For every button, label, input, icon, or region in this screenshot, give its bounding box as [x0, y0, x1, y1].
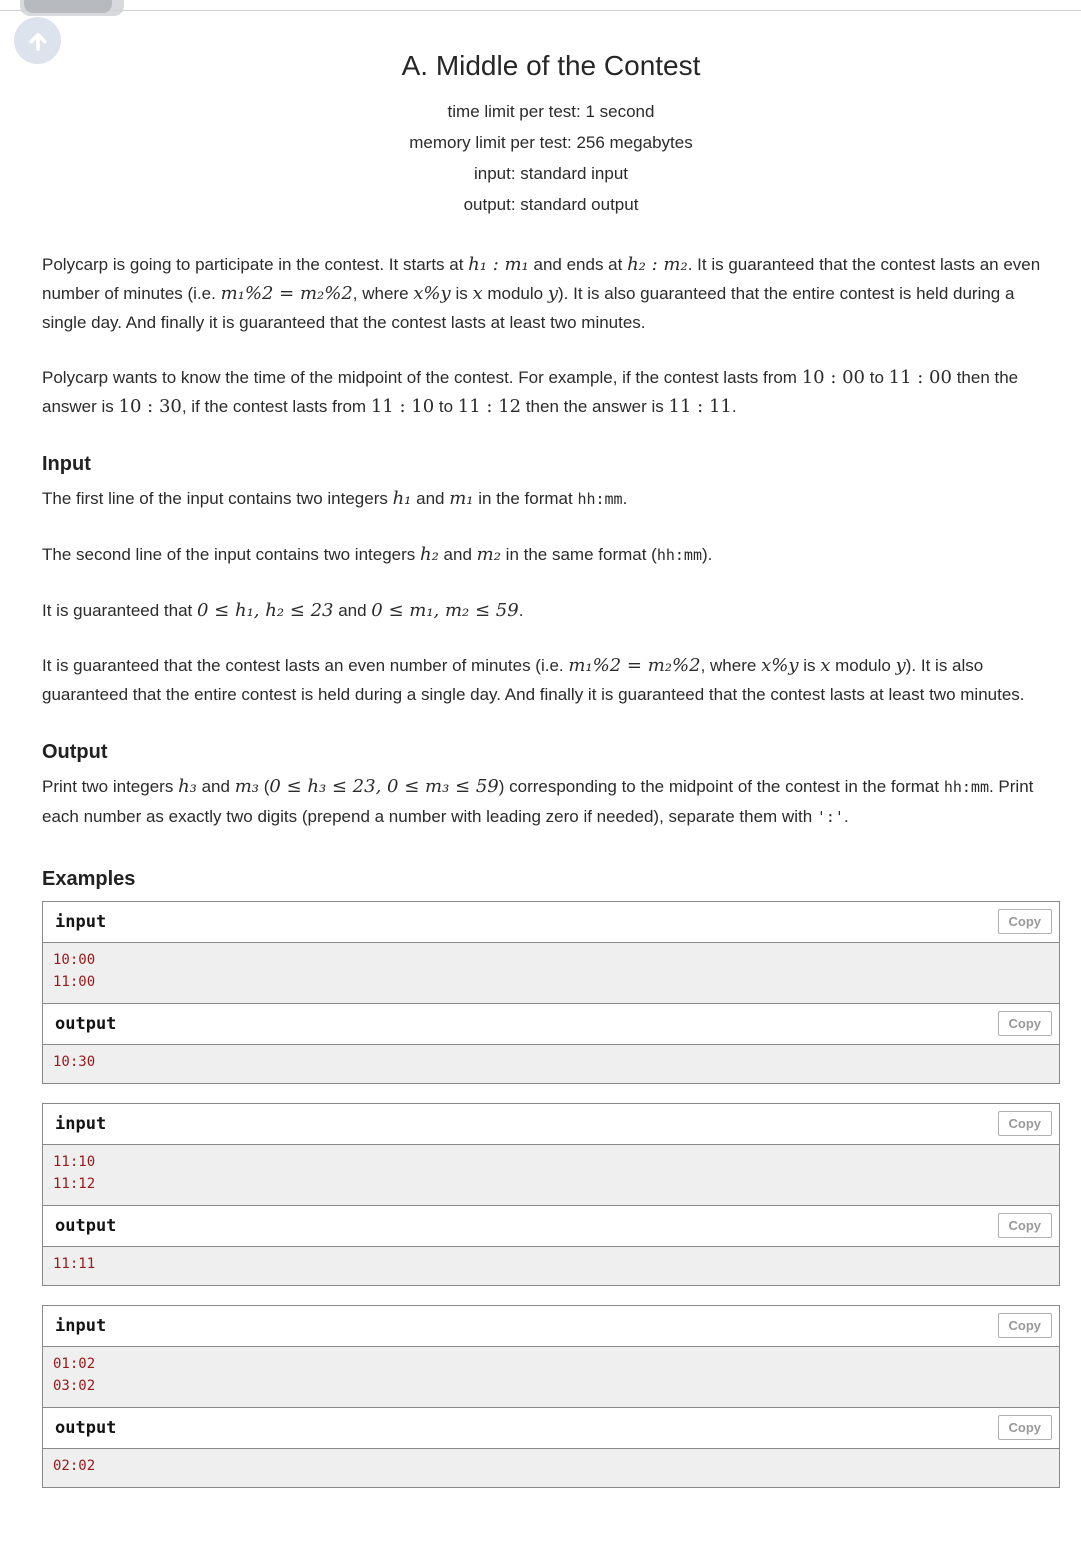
math-run: x: [820, 655, 831, 676]
sample-line: 11:12: [53, 1176, 96, 1192]
math-run: 11 : 12: [457, 396, 522, 417]
text-run: and: [333, 601, 372, 620]
sample-output-header: [43, 1003, 1059, 1044]
math-run: 0 ≤ h₃ ≤ 23, 0 ≤ m₃ ≤ 59: [269, 776, 499, 797]
input-label: input: [55, 912, 107, 932]
sample-test-3: [42, 1305, 1060, 1488]
output-file: output: standard output: [463, 195, 639, 214]
sample-input-header: [43, 1306, 1059, 1346]
copy-output-button[interactable]: Copy: [998, 1415, 1053, 1440]
math-run: x%y: [761, 655, 799, 676]
math-run: x: [472, 283, 483, 304]
text-run: and: [438, 545, 477, 564]
text-run: .: [731, 397, 737, 416]
text-run: .: [518, 601, 524, 620]
text-run: ) corresponding to the midpoint of the contest in the format: [498, 777, 944, 796]
code-run: ':': [816, 808, 844, 826]
text-run: modulo: [482, 284, 548, 303]
math-run: 10 : 30: [118, 396, 182, 417]
text-run: then the answer is: [42, 368, 1019, 416]
math-run: 11 : 11: [668, 396, 732, 417]
problem-title: A. Middle of the Contest: [401, 50, 701, 81]
sample-line: 10:00: [53, 952, 96, 968]
input-file: input: standard input: [473, 164, 629, 183]
output-label: output: [55, 1014, 117, 1034]
sample-output-data: [43, 1246, 1059, 1285]
math-run: x%y: [413, 283, 451, 304]
sample-output-header: [43, 1407, 1059, 1448]
input-paragraph-1: [42, 484, 1060, 514]
text-run: ).: [701, 545, 713, 564]
back-to-top-button[interactable]: [14, 17, 61, 64]
input-label: input: [55, 1114, 107, 1134]
math-run: m₁%2 = m₂%2: [220, 283, 353, 304]
math-run: m₁%2 = m₂%2: [568, 655, 701, 676]
sample-test-2: [42, 1103, 1060, 1286]
sample-input-data: [43, 1144, 1059, 1205]
examples-section-title: Examples: [42, 868, 136, 890]
sample-output-data: [43, 1448, 1059, 1487]
math-run: h₁: [392, 488, 412, 509]
sample-input-header: [43, 1104, 1059, 1144]
sample-line: 10:30: [53, 1054, 96, 1070]
math-run: y: [547, 283, 558, 304]
code-run: hh:mm: [656, 546, 702, 564]
sample-output-header: [43, 1205, 1059, 1246]
output-label: output: [55, 1418, 117, 1438]
code-run: hh:mm: [943, 778, 989, 796]
sample-input-data: [43, 942, 1059, 1003]
output-label: output: [55, 1216, 117, 1236]
input-section-title: Input: [42, 453, 91, 475]
text-run: Polycarp is going to participate in the contest. It starts at: [42, 255, 469, 274]
sample-line: 02:02: [53, 1458, 96, 1474]
statement-paragraph-2: [42, 363, 1060, 421]
copy-output-button[interactable]: Copy: [998, 1213, 1053, 1238]
text-run: , where: [352, 284, 414, 303]
text-run: in the same format (: [500, 545, 657, 564]
text-run: is: [450, 284, 473, 303]
copy-input-button[interactable]: Copy: [998, 1111, 1053, 1136]
text-run: and: [196, 777, 235, 796]
problem-limits: [42, 96, 1060, 220]
text-run: ). It is also guaranteed that the entire contest is held during a single day. And finally it is guaranteed that the contest lasts at least two minutes.: [42, 656, 1025, 704]
sample-test-1: [42, 901, 1060, 1084]
text-run: in the format: [473, 489, 578, 508]
math-run: m₁: [449, 488, 474, 509]
math-run: 0 ≤ h₁, h₂ ≤ 23: [197, 600, 334, 621]
text-run: (: [258, 777, 270, 796]
sample-line: 11:11: [53, 1256, 96, 1272]
text-run: then the answer is: [521, 397, 669, 416]
math-run: h₂: [420, 544, 439, 565]
top-tab: [24, 0, 112, 13]
output-section-title: Output: [42, 741, 108, 763]
copy-input-button[interactable]: Copy: [998, 909, 1053, 934]
sample-line: 01:02: [53, 1356, 96, 1372]
text-run: Polycarp wants to know the time of the midpoint of the contest. For example, if the contest lasts from: [42, 368, 802, 387]
input-paragraph-3: [42, 596, 1060, 625]
math-run: 10 : 00: [801, 367, 866, 388]
text-run: , where: [700, 656, 762, 675]
input-label: input: [55, 1316, 107, 1336]
output-paragraph-1: [42, 772, 1060, 832]
text-run: is: [798, 656, 821, 675]
sample-output-data: [43, 1044, 1059, 1083]
text-run: .: [843, 807, 849, 826]
sample-input-data: [43, 1346, 1059, 1407]
math-run: y: [895, 655, 906, 676]
text-run: . It is guaranteed that the contest lasts an even number of minutes (i.e.: [42, 255, 1041, 303]
text-run: and ends at: [528, 255, 628, 274]
math-run: h₃: [178, 776, 197, 797]
sample-line: 03:02: [53, 1378, 96, 1394]
sample-line: 11:10: [53, 1154, 96, 1170]
sample-line: 11:00: [53, 974, 96, 990]
copy-input-button[interactable]: Copy: [998, 1313, 1053, 1338]
text-run: modulo: [830, 656, 896, 675]
text-run: , if the contest lasts from: [181, 397, 371, 416]
statement-paragraph-1: [42, 250, 1060, 337]
input-paragraph-4: [42, 651, 1060, 709]
text-run: . Print each number as exactly two digits (prepend a number with leading zero if needed), separate them with: [42, 777, 1034, 826]
sample-input-header: [43, 902, 1059, 942]
math-run: m₂: [476, 544, 501, 565]
text-run: It is guaranteed that the contest lasts an even number of minutes (i.e.: [42, 656, 569, 675]
text-run: The second line of the input contains two integers: [42, 545, 421, 564]
math-run: 11 : 00: [888, 367, 952, 388]
arrow-up-icon: [25, 28, 51, 54]
memory-limit: memory limit per test: 256 megabytes: [409, 133, 693, 152]
math-run: 11 : 10: [370, 396, 435, 417]
math-run: m₃: [234, 776, 259, 797]
text-run: to: [434, 397, 458, 416]
text-run: and: [411, 489, 450, 508]
code-run: hh:mm: [577, 490, 623, 508]
text-run: The first line of the input contains two integers: [42, 489, 393, 508]
copy-output-button[interactable]: Copy: [998, 1011, 1053, 1036]
top-divider: [0, 10, 1081, 11]
time-limit: time limit per test: 1 second: [447, 102, 655, 121]
text-run: ). It is also guaranteed that the entire contest is held during a single day. And finally it is guaranteed that the contest lasts at least two minutes.: [42, 284, 1015, 332]
math-run: h₁ : m₁: [468, 254, 529, 275]
text-run: Print two integers: [42, 777, 179, 796]
input-paragraph-2: [42, 540, 1060, 570]
math-run: h₂ : m₂: [627, 254, 688, 275]
text-run: to: [865, 368, 889, 387]
text-run: .: [622, 489, 628, 508]
text-run: It is guaranteed that: [42, 601, 197, 620]
math-run: 0 ≤ m₁, m₂ ≤ 59: [371, 600, 519, 621]
